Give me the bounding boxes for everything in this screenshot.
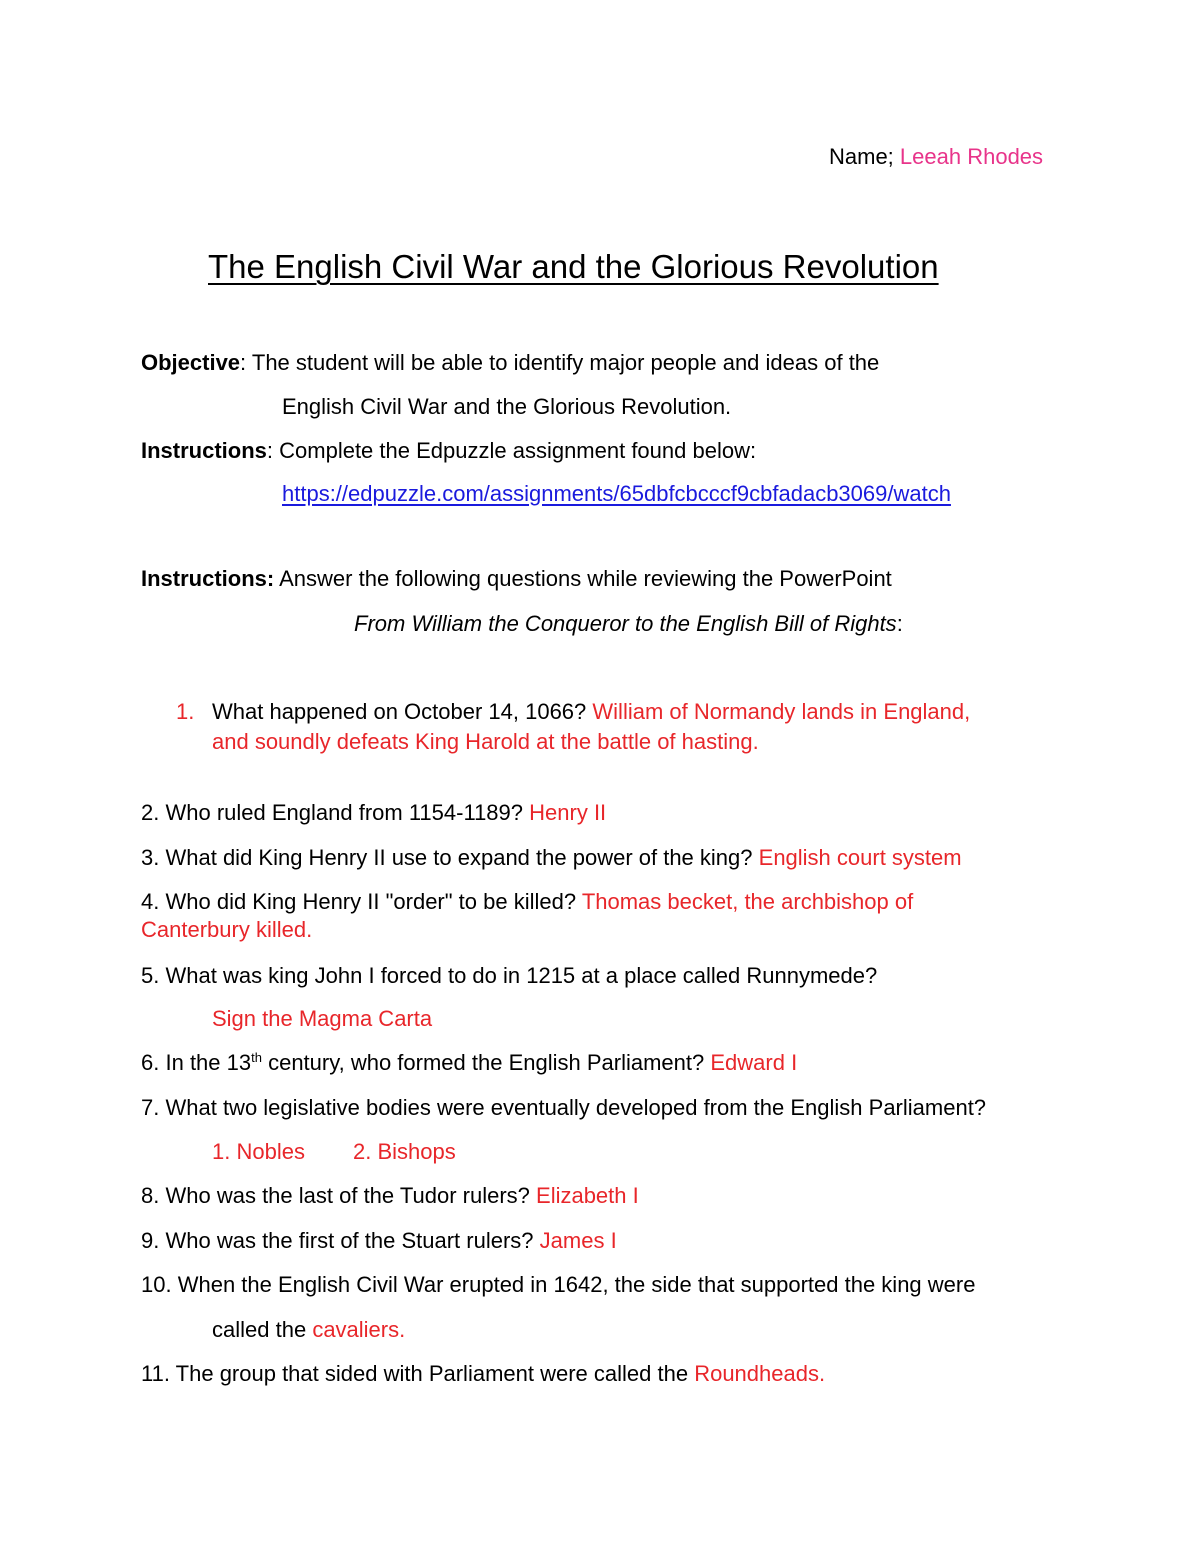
answer-11: Roundheads. [694, 1361, 826, 1386]
question-6 [141, 1052, 797, 1074]
instructions-powerpoint [141, 568, 892, 590]
question-4 [141, 891, 913, 913]
question-1 [212, 701, 970, 723]
objective-text: : The student will be able to identify major people and ideas of the [240, 350, 880, 375]
objective-label: Objective [141, 350, 241, 375]
question-11-text: The group that sided with Parliament were called the [175, 1361, 689, 1386]
question-5 [141, 965, 877, 987]
page-title: The English Civil War and the Glorious Revolution [208, 248, 939, 285]
objective-line-2: English Civil War and the Glorious Revolution. [282, 394, 732, 419]
name-line [829, 146, 1043, 168]
question-1-number: 1. [176, 699, 195, 724]
answer-3: English court system [758, 845, 962, 870]
answer-2: Henry II [529, 800, 607, 825]
answer-6: Edward I [710, 1050, 798, 1075]
objective-line-1 [141, 352, 879, 374]
question-11-number: 11. [141, 1361, 170, 1386]
question-4-number: 4. [141, 889, 160, 914]
answer-4-line-2: Canterbury killed. [141, 917, 313, 942]
powerpoint-title [354, 613, 903, 635]
answer-7a: 1. Nobles [212, 1139, 305, 1164]
question-7 [141, 1097, 986, 1119]
question-6-number: 6. [141, 1050, 160, 1075]
question-3 [141, 847, 962, 869]
instructions-label: Instructions [141, 438, 267, 463]
question-9-number: 9. [141, 1228, 160, 1253]
question-2-text: Who ruled England from 1154-1189? [165, 800, 524, 825]
question-4-text: Who did King Henry II "order" to be killed? [165, 889, 577, 914]
question-10-number: 10. [141, 1272, 172, 1297]
instructions-edpuzzle [141, 440, 756, 462]
question-7-number: 7. [141, 1095, 160, 1120]
answer-9: James I [539, 1228, 617, 1253]
answer-5: Sign the Magma Carta [212, 1006, 433, 1031]
name-label: Name; [829, 144, 894, 169]
answer-7b: 2. Bishops [353, 1139, 456, 1164]
student-name: Leeah Rhodes [899, 144, 1044, 169]
question-1-text: What happened on October 14, 1066? [212, 699, 587, 724]
question-8 [141, 1185, 639, 1207]
question-6-text-pre: In the 13 [165, 1050, 252, 1075]
answer-1-line-2: and soundly defeats King Harold at the battle of hasting. [212, 729, 759, 754]
powerpoint-title-suffix: : [896, 611, 903, 636]
powerpoint-title-italic: From William the Conqueror to the English Bill of Rights [354, 611, 897, 636]
answer-10: cavaliers. [312, 1317, 406, 1342]
question-7-text: What two legislative bodies were eventually developed from the English Parliament? [165, 1095, 987, 1120]
answer-8: Elizabeth I [536, 1183, 639, 1208]
question-3-number: 3. [141, 845, 160, 870]
question-11 [141, 1363, 825, 1385]
answer-4-line-1: Thomas becket, the archbishop of [581, 889, 914, 914]
instructions-label-2: Instructions: [141, 566, 275, 591]
edpuzzle-link[interactable]: https://edpuzzle.com/assignments/65dbfcbcccf9cbfadacb3069/watch [282, 481, 951, 506]
question-10 [141, 1274, 975, 1296]
instructions-text: : Complete the Edpuzzle assignment found below: [266, 438, 757, 463]
instructions-text-2: Answer the following questions while reviewing the PowerPoint [274, 566, 892, 591]
question-2 [141, 802, 606, 824]
question-8-number: 8. [141, 1183, 160, 1208]
answer-1-line-1: William of Normandy lands in England, [592, 699, 971, 724]
question-3-text: What did King Henry II use to expand the power of the king? [165, 845, 753, 870]
question-9 [141, 1230, 617, 1252]
question-6-sup: th [251, 1050, 262, 1065]
question-10-line-2 [212, 1319, 405, 1341]
question-6-text-post: century, who formed the English Parliament? [261, 1050, 705, 1075]
question-8-text: Who was the last of the Tudor rulers? [165, 1183, 530, 1208]
question-5-text: What was king John I forced to do in 1215 at a place called Runnymede? [165, 963, 878, 988]
question-5-number: 5. [141, 963, 160, 988]
question-10-text-2: called the [212, 1317, 307, 1342]
question-2-number: 2. [141, 800, 160, 825]
question-9-text: Who was the first of the Stuart rulers? [165, 1228, 534, 1253]
question-10-text: When the English Civil War erupted in 1642, the side that supported the king were [177, 1272, 976, 1297]
